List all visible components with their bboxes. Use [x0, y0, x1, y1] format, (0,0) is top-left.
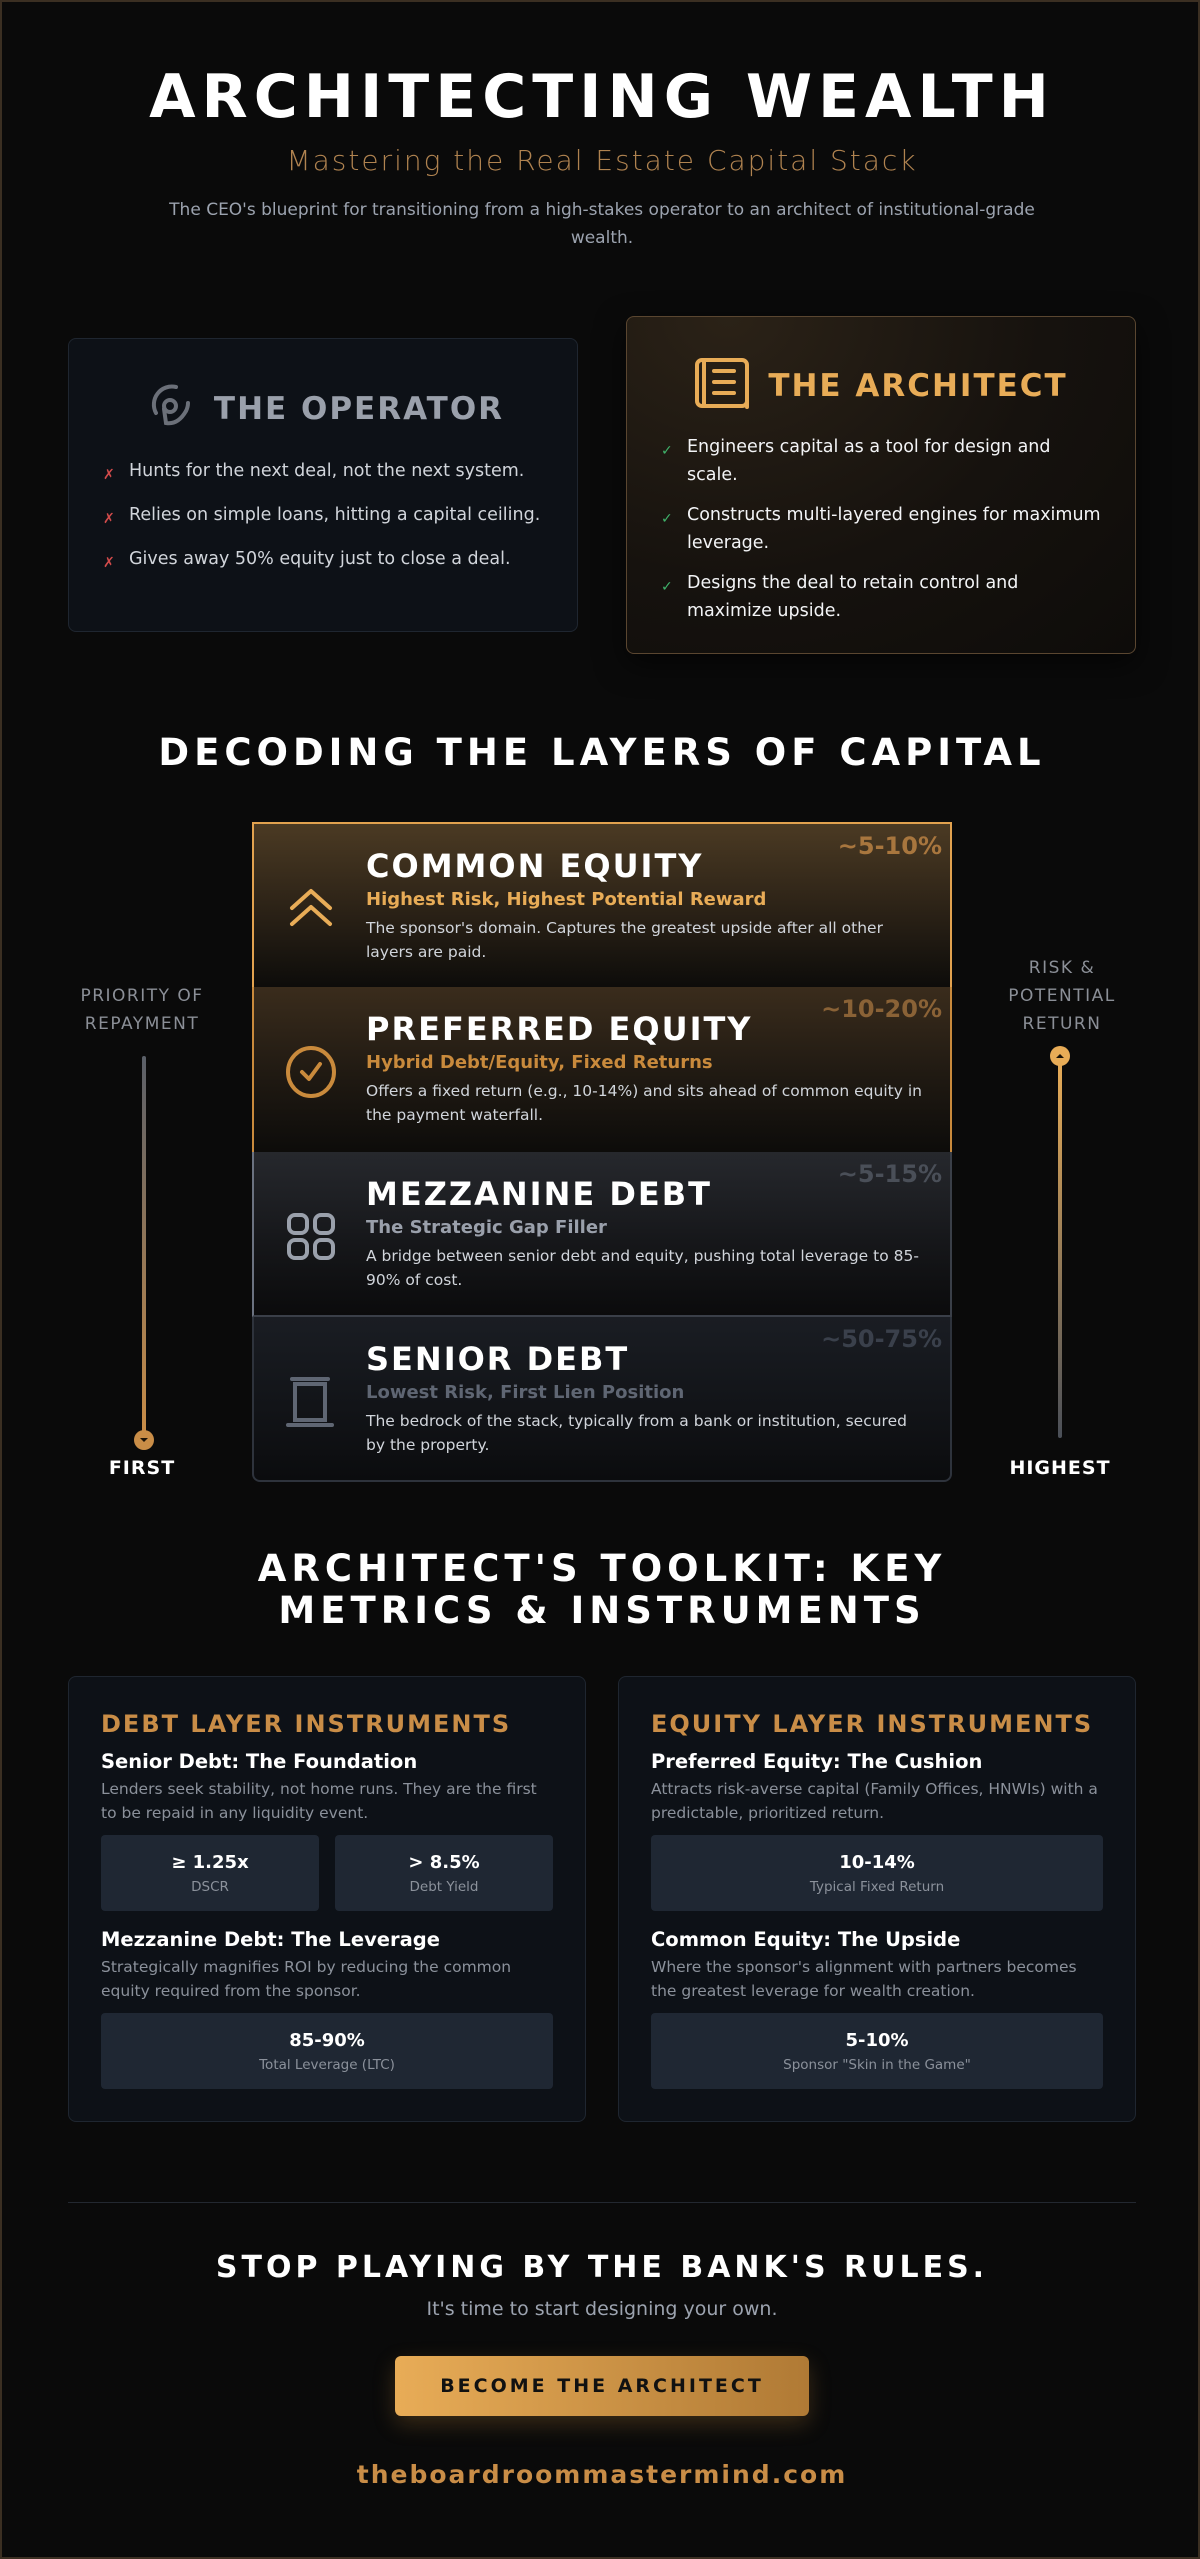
debt-card-title: DEBT LAYER INSTRUMENTS: [101, 1710, 512, 1738]
cta-heading: STOP PLAYING BY THE BANK'S RULES.: [215, 2250, 989, 2285]
layer-share: ~5-10%: [837, 832, 942, 860]
layer-name: PREFERRED EQUITY: [366, 1010, 753, 1048]
x-icon: ✗: [103, 511, 115, 527]
divider: [68, 2202, 1136, 2203]
layer-common-equity: [252, 822, 952, 987]
list-item: ✗ Hunts for the next deal, not the next system.: [103, 457, 543, 489]
layer-senior-debt: [252, 1317, 952, 1482]
metric-row: [651, 1835, 1103, 1911]
layer-description: The sponsor's domain. Captures the greatest upside after all other layers are paid.: [366, 919, 883, 961]
architect-title: THE ARCHITECT: [768, 368, 1068, 404]
equity-instruments-card: [618, 1676, 1136, 2122]
operator-card: [68, 338, 578, 632]
list-item: ✓ Constructs multi-layered engines for maximum leverage.: [661, 501, 1101, 557]
x-icon: ✗: [103, 467, 115, 483]
layers-heading: DECODING THE LAYERS OF CAPITAL: [158, 731, 1046, 774]
layer-preferred-equity: [252, 987, 952, 1152]
arrow-down-icon: [134, 1430, 154, 1450]
layer-subtitle: Hybrid Debt/Equity, Fixed Returns: [366, 1052, 713, 1073]
metric-row: [651, 2013, 1103, 2089]
instrument-title: Mezzanine Debt: The Leverage: [101, 1928, 440, 1951]
layer-description: The bedrock of the stack, typically from a bank or institution, secured by the property.: [366, 1412, 907, 1454]
priority-scale-bar: [142, 1056, 146, 1436]
website-link[interactable]: theboardroommastermind.com: [356, 2460, 848, 2489]
metric-fixed-return: 10-14% Typical Fixed Return: [651, 1835, 1103, 1911]
page-title: ARCHITECTING WEALTH: [149, 62, 1055, 132]
layer-mezzanine-debt: [252, 1152, 952, 1317]
layer-description: Offers a fixed return (e.g., 10-14%) and sits ahead of common equity in the payment waterfall.: [366, 1082, 922, 1124]
infographic: [2, 2, 1200, 2489]
blueprint-book-icon: [694, 357, 752, 415]
hero: [2, 2, 1200, 252]
risk-scale-end: HIGHEST: [1009, 1457, 1111, 1479]
layer-subtitle: Highest Risk, Highest Potential Reward: [366, 889, 767, 910]
priority-scale-label: PRIORITY OF REPAYMENT: [80, 986, 204, 1034]
debt-instruments-card: [68, 1676, 586, 2122]
toolkit-heading: ARCHITECT'S TOOLKIT: KEY METRICS & INSTRUMENTS: [257, 1547, 947, 1632]
check-circle-icon: [284, 1045, 338, 1099]
list-item: ✓ Designs the deal to retain control and maximize upside.: [661, 569, 1101, 625]
instrument-description: Lenders seek stability, not home runs. They are the first to be repaid in any liquidity event.: [101, 1780, 537, 1822]
metric-skin-in-game: 5-10% Sponsor "Skin in the Game": [651, 2013, 1103, 2089]
instrument-description: Strategically magnifies ROI by reducing the common equity required from the sponsor.: [101, 1958, 512, 2000]
check-icon: ✓: [661, 579, 673, 595]
layer-share: ~10-20%: [821, 995, 942, 1023]
risk-scale-label: RISK & POTENTIAL RETURN: [1008, 958, 1116, 1034]
architect-card: [626, 316, 1136, 654]
list-item: ✗ Gives away 50% equity just to close a deal.: [103, 545, 543, 577]
x-icon: ✗: [103, 555, 115, 571]
check-icon: ✓: [661, 511, 673, 527]
risk-scale: [982, 954, 1142, 1038]
layer-name: MEZZANINE DEBT: [366, 1175, 712, 1213]
metric-total-leverage: 85-90% Total Leverage (LTC): [101, 2013, 553, 2089]
risk-scale-bar: [1058, 1060, 1062, 1438]
metric-row: [101, 2013, 553, 2089]
page-description: The CEO's blueprint for transitioning from a high-stakes operator to an architect of institutional-grade wealth.: [169, 200, 1035, 248]
become-architect-button[interactable]: BECOME THE ARCHITECT: [395, 2356, 809, 2416]
operator-title: THE OPERATOR: [213, 391, 505, 427]
priority-scale: [62, 982, 222, 1038]
layer-share: ~5-15%: [837, 1160, 942, 1188]
layer-subtitle: The Strategic Gap Filler: [366, 1217, 607, 1238]
operator-traits: [103, 457, 543, 577]
equity-card-title: EQUITY LAYER INSTRUMENTS: [651, 1710, 1094, 1738]
layer-description: A bridge between senior debt and equity, pushing total leverage to 85-90% of cost.: [366, 1247, 919, 1289]
metric-row: [101, 1835, 553, 1911]
check-icon: ✓: [661, 443, 673, 459]
layer-name: COMMON EQUITY: [366, 847, 704, 885]
layer-subtitle: Lowest Risk, First Lien Position: [366, 1382, 685, 1403]
instrument-title: Senior Debt: The Foundation: [101, 1750, 418, 1773]
architect-traits: [661, 433, 1101, 625]
pillar-icon: [284, 1375, 338, 1429]
list-item: ✗ Relies on simple loans, hitting a capital ceiling.: [103, 501, 543, 533]
swirl-person-icon: [142, 379, 198, 439]
operator-card-header: [103, 379, 543, 439]
layer-share: ~50-75%: [821, 1325, 942, 1353]
layer-name: SENIOR DEBT: [366, 1340, 630, 1378]
instrument-title: Common Equity: The Upside: [651, 1928, 961, 1951]
metric-debt-yield: > 8.5% Debt Yield: [335, 1835, 553, 1911]
instrument-description: Attracts risk-averse capital (Family Offices, HNWIs) with a predictable, prioritized return.: [651, 1780, 1098, 1822]
instrument-description: Where the sponsor's alignment with partners becomes the greatest leverage for wealth creation.: [651, 1958, 1077, 2000]
instrument-title: Preferred Equity: The Cushion: [651, 1750, 983, 1773]
grid-squares-icon: [284, 1210, 338, 1264]
metric-dscr: ≥ 1.25x DSCR: [101, 1835, 319, 1911]
capital-stack: [252, 822, 952, 1484]
list-item: ✓ Engineers capital as a tool for design and scale.: [661, 433, 1101, 489]
page-subtitle: Mastering the Real Estate Capital Stack: [286, 144, 918, 177]
cta-subtext: It's time to start designing your own.: [426, 2298, 778, 2320]
priority-scale-end: FIRST: [108, 1457, 176, 1479]
architect-card-header: [661, 357, 1101, 415]
double-chevron-up-icon: [284, 882, 338, 936]
